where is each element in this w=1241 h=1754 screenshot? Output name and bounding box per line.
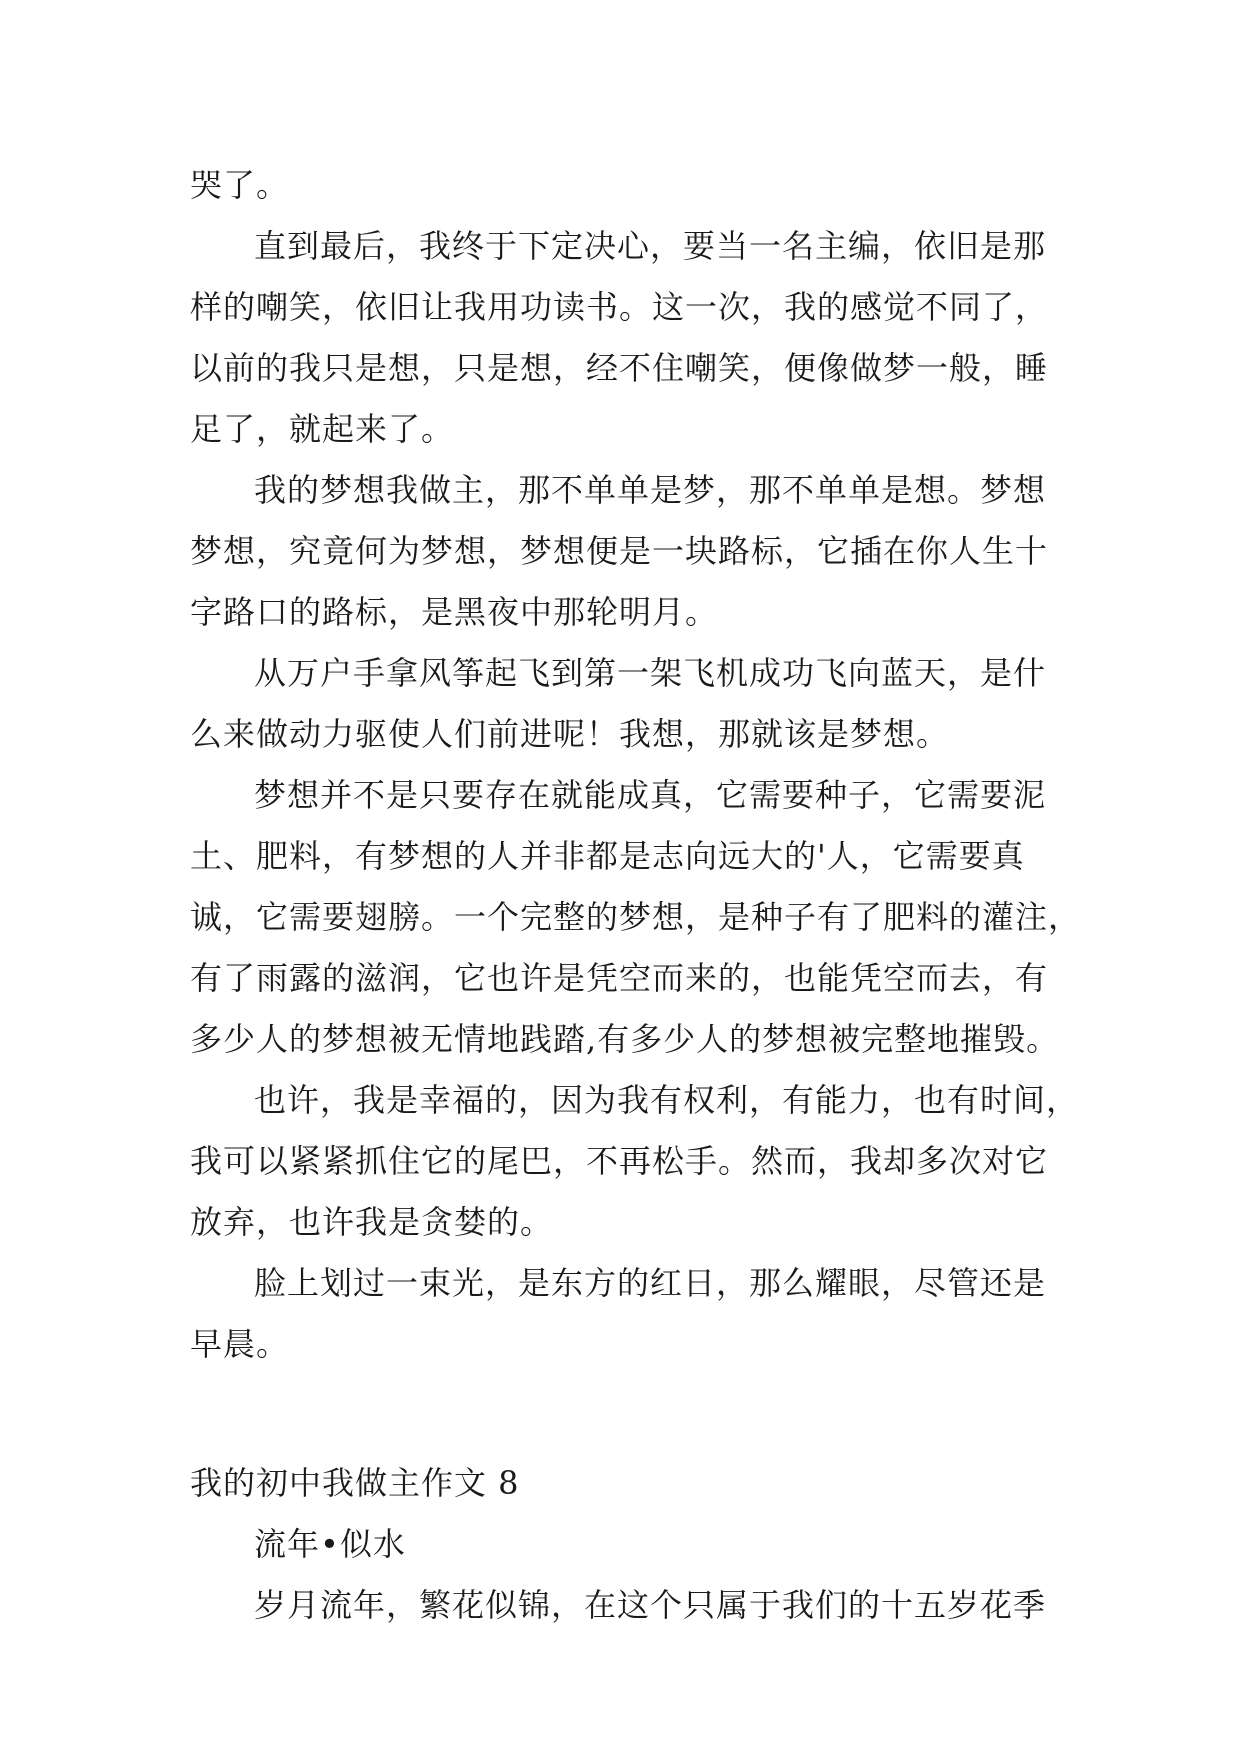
- paragraph-first-line: 梦想并不是只要存在就能成真，它需要种子，它需要泥: [254, 776, 1047, 814]
- text-line: 样的嘲笑，依旧让我用功读书。这一次，我的感觉不同了，: [190, 288, 1049, 326]
- text-line: 诚，它需要翅膀。一个完整的梦想，是种子有了肥料的灌注，: [190, 898, 1082, 936]
- document-body: [190, 155, 1082, 1636]
- paragraph-first-line: 我的梦想我做主，那不单单是梦，那不单单是想。梦想: [254, 471, 1047, 509]
- text-line: 我可以紧紧抓住它的尾巴，不再松手。然而，我却多次对它: [190, 1142, 1049, 1180]
- essay-subtitle: 流年•似水: [254, 1525, 406, 1563]
- paragraph-first-line: 也许，我是幸福的，因为我有权利，有能力，也有时间，: [254, 1081, 1080, 1119]
- text-line: 以前的我只是想，只是想，经不住嘲笑，便像做梦一般，睡: [190, 349, 1049, 387]
- paragraph-first-line: 直到最后，我终于下定决心，要当一名主编，依旧是那: [254, 227, 1047, 265]
- paragraph-first-line: 从万户手拿风筝起飞到第一架飞机成功飞向蓝天，是什: [254, 654, 1047, 692]
- paragraph-first-line: 脸上划过一束光，是东方的红日，那么耀眼，尽管还是: [254, 1264, 1047, 1302]
- text-line: 多少人的梦想被无情地践踏,有多少人的梦想被完整地摧毁。: [190, 1020, 1060, 1058]
- section-gap: [190, 1375, 1070, 1453]
- text-line: 足了，就起来了。: [190, 410, 455, 448]
- paragraph-first-line: 岁月流年，繁花似锦，在这个只属于我们的十五岁花季: [254, 1586, 1047, 1624]
- text-line: 字路口的路标，是黑夜中那轮明月。: [190, 593, 719, 631]
- text-line: 放弃，也许我是贪婪的。: [190, 1203, 554, 1241]
- text-line: 土、肥料，有梦想的人并非都是志向远大的'人，它需要真: [190, 837, 1025, 875]
- text-line: 梦想，究竟何为梦想，梦想便是一块路标，它插在你人生十: [190, 532, 1049, 570]
- text-line: 哭了。: [190, 166, 290, 204]
- text-line: 早晨。: [190, 1325, 290, 1363]
- text-line: 有了雨露的滋润，它也许是凭空而来的，也能凭空而去，有: [190, 959, 1049, 997]
- text-line: 么来做动力驱使人们前进呢！我想，那就该是梦想。: [190, 715, 950, 753]
- section-heading: 我的初中我做主作文 8: [190, 1464, 520, 1502]
